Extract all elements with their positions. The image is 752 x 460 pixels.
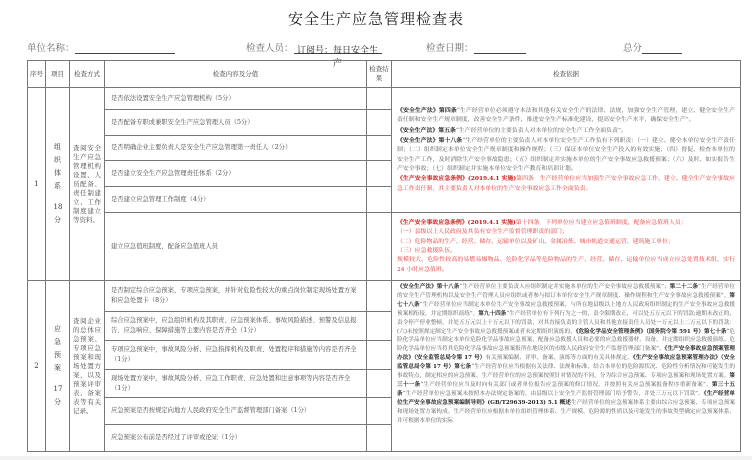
basis-citation: 《生产安全事故应急预案管理办法》（安全监管总局令第 17 号） xyxy=(397,346,735,362)
item-name: 组织体系 xyxy=(54,143,61,190)
basis-text: “生产经营单位有下列行为之一的，责令限期改正，可以处五万元以下的罚款;逾期未改正的，责令停产停业整顿，并处五万元以上十万元以下的罚款，对其直接负责的主管人员和其他直接责任人员处一万元以上二万元以下的罚款：(六)未按照规定制定生产安全事故应急救援预案或者未定期组织演练的。 xyxy=(397,310,735,335)
basis-citation: 《生产安全事故应急条例》(2019.4.1 实施) xyxy=(397,175,517,183)
basis-citation: 《安全生产法》第五条 xyxy=(397,126,456,134)
check-content: 是否配备专职或兼职安全生产应急管理人员（5分） xyxy=(105,110,367,136)
check-content: 应急预案公布前是否经过了评审或论证（1分） xyxy=(105,425,367,452)
basis-text: 有关预案编制、评审、备案、演练等方面的有关具体规定。 xyxy=(485,355,633,362)
page-title: 安全生产应急管理检查表 xyxy=(287,10,464,28)
basis-text: “生产经营单位必须遵守本法和其他有关安全生产的法律、法规，加强安全生产管理，建立、健全安全生产责任制和安全生产规章制度，改善安全生产条件，推进安全生产标准化建设，提高安全生产水平，确保安全生产”。 xyxy=(397,108,736,124)
check-content: 是否建立安全生产应急管理责任体系（2分） xyxy=(105,161,367,187)
check-content: 是否明确企业主要负责人是安全生产应急管理第一责任人（2分） xyxy=(105,136,367,161)
basis-citation: 第二十二条 xyxy=(669,284,699,290)
basis-cell xyxy=(392,213,741,281)
inspector-field[interactable] xyxy=(246,40,382,69)
basis-cell xyxy=(392,88,741,213)
check-result-cell[interactable] xyxy=(367,312,392,341)
check-content: 建立应急值班制度，配备应急值班人员 xyxy=(105,213,367,281)
check-result-cell[interactable] xyxy=(367,213,392,281)
check-result-cell[interactable] xyxy=(367,161,392,187)
basis-citation: 《安全生产法》第十八条 xyxy=(397,137,463,145)
check-content: 是否依法设置安全生产应急管理机构（5分） xyxy=(105,88,367,110)
check-method: 查阅安全生产应急管理机构设置、人员配备、责任制建立、工作制度建立等资料。 xyxy=(70,88,105,281)
basis-text: “生产经营单位的主要负责人对本单位的安全生产工作全面负责”。 xyxy=(455,127,627,134)
basis-paragraph xyxy=(397,106,735,126)
check-result-cell[interactable] xyxy=(367,136,392,161)
unit-name-field[interactable] xyxy=(27,40,175,54)
total-score-field[interactable] xyxy=(623,40,682,54)
check-content: 应急预案是否按规定向地方人民政府安全生产监督管理部门备案（1分） xyxy=(105,398,367,425)
table-header xyxy=(28,61,741,88)
basis-text: “生产经营单位主要负责人应组织制定并实施本单位的生产安全事故应急救援预案”； xyxy=(459,284,670,290)
col-result: 检查结果 xyxy=(367,61,392,88)
date-field[interactable] xyxy=(426,40,526,54)
basis-text: “生产经营单位应当及时向有关部门或者单位报告应急预案的修订情况，并按照有关应急预案报备程序重新备案”。 xyxy=(420,381,712,388)
basis-citation: 《生产经营单位生产安全事故应急预案编制导则》(GB/T29639-2013) 5.1 概述 xyxy=(397,390,735,406)
check-content: 综合应急预案中，应急组织机构及其职责、应急预案体系、事故风险描述、预警及信息报告、应急响应、保障措施等主要内容是否齐全（1分） xyxy=(105,312,367,341)
basis-citation: 《安全生产法》第十八条 xyxy=(397,284,460,290)
basis-line: （三）应急救援队伍。 xyxy=(397,248,456,254)
basis-paragraph xyxy=(397,126,735,136)
check-result-cell[interactable] xyxy=(367,110,392,136)
basis-text: “生产经营单位的安全生产管理机构以及安全生产管理人员应组织或者参与拟订本单位安全生产规章制度、操作规程和生产安全事故应急救援预案”。 xyxy=(397,284,735,299)
date-label: 检查日期： xyxy=(426,43,474,54)
basis-text: “生产经营单位应急预案未按照本办法规定备案的，由县级以上安全生产监督管理部门给予警告，并处三万元以下罚款”。 xyxy=(402,390,704,397)
item-name: 应急预案 xyxy=(54,325,61,372)
check-result-cell[interactable] xyxy=(367,341,392,370)
basis-text: 第四条 生产经营单位应当加强生产安全事故应急工作，建立、健全生产安全事故应急工作责任制，其主要负责人对本单位的生产安全事故应急工作全面负责。 xyxy=(397,176,735,192)
inspector-label: 检查人员： xyxy=(246,43,294,54)
basis-citation: 《生产安全事故应急预案管理办法》（安全监管总局令第 17 号）第七条 xyxy=(397,355,735,371)
basis-text: “生产经营单位应当根据有关法律、法规和标准，结合本单位的危险源状况、危险性分析情况和可能发生的事故特点，制定相应的应急预案。生产经营单位的应急预案按照针对情况的不同，分为综合应急预案、专项应急预案和现场处置方案。 xyxy=(397,364,735,380)
check-method: 查阅企业的总体应急预案、专项应急预案和现场处置方案，以及预案评审表、备案表等有关记录。 xyxy=(70,281,105,452)
basis-citation: 第三十五条 xyxy=(397,381,735,397)
col-item: 项目 xyxy=(46,61,70,88)
col-content: 检查内容及分值 xyxy=(105,61,367,88)
check-result-cell[interactable] xyxy=(367,187,392,213)
basis-citation: 第七十八条 xyxy=(397,292,735,308)
check-content: 是否制定综合应急预案、专项应急预案，并针对危险性较大的重点岗位制定现场处置方案和应急处置卡（8分） xyxy=(105,281,367,312)
check-content: 专项应急预案中，事故风险分析、应急指挥机构及职责、处置程序和措施等内容是否齐全（1分） xyxy=(105,341,367,370)
table-row xyxy=(28,88,741,110)
basis-cell xyxy=(392,281,741,452)
inspector-value: 订阅号：每日安全生产 xyxy=(297,46,379,69)
check-result-cell[interactable] xyxy=(367,281,392,312)
check-result-cell[interactable] xyxy=(367,370,392,398)
basis-line: （一）县级以上人民政府及其负有安全生产监督管理职责的部门； xyxy=(397,229,568,236)
basis-line: （二）危险物品的生产、经营、储存、运输单位以及矿山、金属冶炼、城市轨道交通运营、建筑施工单位； xyxy=(397,238,674,245)
basis-text: “危险化学品单位应当制定本单位危险化学品事故应急预案，配备应急救援人员和必要的应急救援器材、设备，并定期组织应急救援演练。危险化学品单位应当将其危险化学品事故应急预案报所在地设区的市级人民政府安全生产监督管理部门备案”。 xyxy=(397,328,735,353)
basis-citation: 第九十四条 xyxy=(478,310,507,317)
basis-paragraph xyxy=(397,136,735,174)
basis-text: “生产经营单位应当制定本单位生产安全事故应急救援预案，与所在地县级以上地方人民政府组织制定的生产安全事故应急救援预案相衔接，并定期组织演练”。 xyxy=(397,301,735,317)
item-score: 18分 xyxy=(53,203,63,224)
score-label: 总分 xyxy=(623,43,643,54)
table-row xyxy=(28,213,741,281)
item-score: 17分 xyxy=(53,385,63,406)
unit-label: 单位名称： xyxy=(27,43,75,54)
basis-line: 规模较大、危险性较高的易燃易爆物品、危险化学品等危险物品的生产、经营、储存、运输单位应当成立应急处置技术组，实行 24 小时应急值班。 xyxy=(397,257,735,273)
basis-citation: 《生产安全事故应急条例》(2019.4.1 实施) xyxy=(397,219,516,227)
section-item xyxy=(46,281,70,452)
col-method: 检查方式 xyxy=(70,61,105,88)
section-item xyxy=(46,88,70,281)
check-result-cell[interactable] xyxy=(367,398,392,425)
basis-text: 第十四条 下列单位应当建立应急值班制度，配备应急值班人员： xyxy=(515,220,687,227)
basis-citation: 第三十一条 xyxy=(397,373,735,388)
check-content: 现场处置方案中，事故风险分析、应急工作职责、应急处置和注意事项等内容是否齐全（1分） xyxy=(105,370,367,398)
col-basis: 检查依据 xyxy=(392,61,741,88)
section-number: 2 xyxy=(28,281,46,452)
check-result-cell[interactable] xyxy=(367,425,392,452)
table-row xyxy=(28,281,741,312)
section-number: 1 xyxy=(28,88,46,281)
col-no: 序号 xyxy=(28,61,46,88)
inspection-table xyxy=(27,60,741,452)
check-result-cell[interactable] xyxy=(367,88,392,110)
basis-paragraph-red xyxy=(397,174,735,194)
basis-paragraph xyxy=(397,218,735,228)
basis-text: 生产经营单位的应急预案体系主要由综合应急预案、专项应急预案和现场处置方案构成。生产经营单位应根据本单位组织管理体系、生产规模、危险源的性质以及可能发生的事故类型确定应急预案体系，并可根据本单位的实际 xyxy=(397,399,735,424)
basis-citation: 《危险化学品安全管理条例》（国务院令第 591 号）第七十条 xyxy=(575,328,727,335)
basis-text: “生产经营单位的主要负责人对本单位安全生产工作负有下列职责：（一）建立、健全本单位安全生产责任制；（二）组织制定本单位安全生产规章制度和操作规程；（三）保证本单位安全生产投入的有效实施；（四）督促、检查本单位的安全生产工作，及时消除生产安全事故隐患；（五）组织制定并实施本单位的生产安全事故应急救援预案；（六）及时、如实报告生产安全事故；（七）组织制定并实施本单位安全生产教育和培训计划。 xyxy=(397,138,736,172)
basis-citation: 《安全生产法》第四条 xyxy=(397,107,457,115)
check-content: 是否建立应急管理工作制度（4分） xyxy=(105,187,367,213)
